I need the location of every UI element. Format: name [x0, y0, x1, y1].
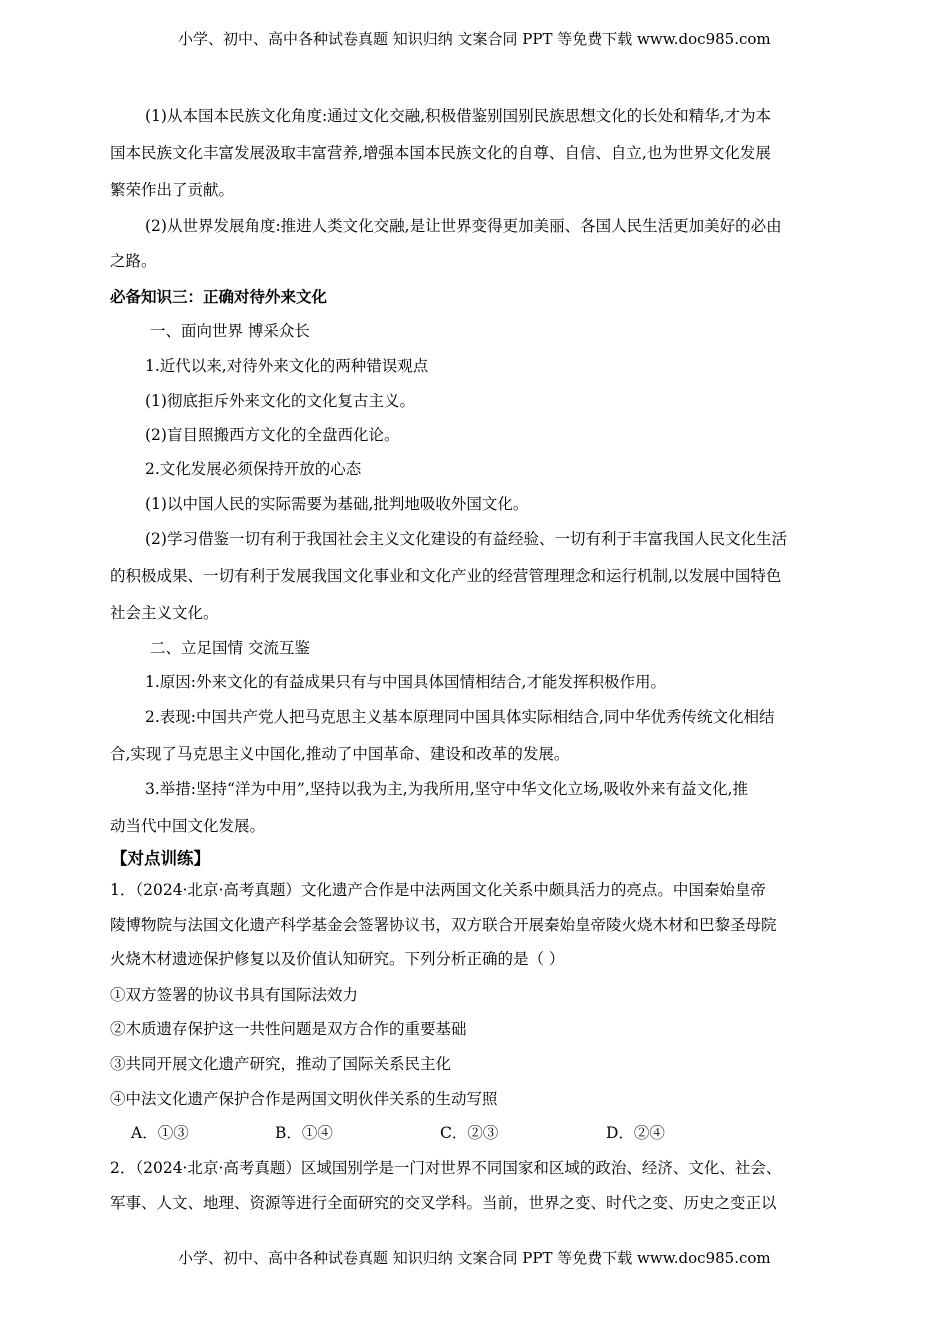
statement-item: ②木质遗存保护这一共性问题是双方合作的重要基础 [110, 1020, 467, 1038]
page-footer: 小学、初中、高中各种试卷真题 知识归纳 文案合同 PPT 等免费下载 www.doc985.com [178, 1249, 771, 1267]
paragraph-line: (1)彻底拒斥外来文化的文化复古主义。 [145, 392, 415, 410]
paragraph-line: 之路。 [110, 252, 157, 270]
statement-item: ④中法文化遗产保护合作是两国文明伙伴关系的生动写照 [110, 1090, 498, 1108]
paragraph-line: (1)以中国人民的实际需要为基础,批判地吸收外国文化。 [145, 495, 529, 513]
paragraph-line: 3.举措:坚持“洋为中用”,坚持以我为主,为我所用,坚守中华文化立场,吸收外来有益文化,推 [145, 780, 748, 798]
paragraph-line: (2)从世界发展角度:推进人类文化交融,是让世界变得更加美丽、各国人民生活更加美好的必由 [145, 217, 782, 235]
subheading: 一、面向世界 博采众长 [150, 322, 310, 340]
paragraph-line: (1)从本国本民族文化角度:通过文化交融,积极借鉴别国别民族思想文化的长处和精华,才为本 [145, 107, 772, 125]
paragraph-line: 2.文化发展必须保持开放的心态 [145, 460, 362, 478]
paragraph-line: 1.近代以来,对待外来文化的两种错误观点 [145, 357, 429, 375]
paragraph-line: 合,实现了马克思主义中国化,推动了中国革命、建设和改革的发展。 [110, 745, 570, 763]
question-line: 1．（2024·北京·高考真题）文化遗产合作是中法两国文化关系中颇具活力的亮点。中国秦始皇帝 [110, 881, 766, 899]
paragraph-line: 繁荣作出了贡献。 [110, 181, 235, 199]
answer-option-b: B．①④ [275, 1124, 333, 1142]
paragraph-line: 1.原因:外来文化的有益成果只有与中国具体国情相结合,才能发挥积极作用。 [145, 673, 666, 691]
paragraph-line: 动当代中国文化发展。 [110, 817, 266, 835]
question-line: 军事、人文、地理、资源等进行全面研究的交叉学科。当前，世界之变、时代之变、历史之变正以 [110, 1194, 777, 1212]
page-header: 小学、初中、高中各种试卷真题 知识归纳 文案合同 PPT 等免费下载 www.doc985.com [178, 30, 771, 48]
statement-item: ①双方签署的协议书具有国际法效力 [110, 986, 359, 1004]
statement-item: ③共同开展文化遗产研究，推动了国际关系民主化 [110, 1055, 452, 1073]
paragraph-line: 国本民族文化丰富发展汲取丰富营养,增强本国本民族文化的自尊、自信、自立,也为世界文化发展 [110, 144, 771, 162]
question-line: 2．（2024·北京·高考真题）区域国别学是一门对世界不同国家和区域的政治、经济、文化、社会、 [110, 1159, 782, 1177]
paragraph-line: (2)盲目照搬西方文化的全盘西化论。 [145, 426, 400, 444]
answer-option-c: C．②③ [440, 1124, 499, 1142]
section-title: 必备知识三：正确对待外来文化 [110, 288, 328, 306]
answer-option-a: A．①③ [131, 1124, 189, 1142]
training-title: 【对点训练】 [111, 849, 210, 868]
subheading: 二、立足国情 交流互鉴 [150, 639, 310, 657]
paragraph-line: 的积极成果、一切有利于发展我国文化事业和文化产业的经营管理理念和运行机制,以发展中国特色 [110, 567, 782, 585]
answer-option-d: D．②④ [606, 1124, 665, 1142]
paragraph-line: 2.表现:中国共产党人把马克思主义基本原理同中国具体实际相结合,同中华优秀传统文化相结 [145, 708, 775, 726]
paragraph-line: 社会主义文化。 [110, 604, 219, 622]
question-line: 陵博物院与法国文化遗产科学基金会签署协议书，双方联合开展秦始皇帝陵火烧木材和巴黎圣母院 [110, 916, 777, 934]
question-line: 火烧木材遗迹保护修复以及价值认知研究。下列分析正确的是（ ） [110, 950, 565, 968]
paragraph-line: (2)学习借鉴一切有利于我国社会主义文化建设的有益经验、一切有利于丰富我国人民文化生活 [145, 530, 787, 548]
